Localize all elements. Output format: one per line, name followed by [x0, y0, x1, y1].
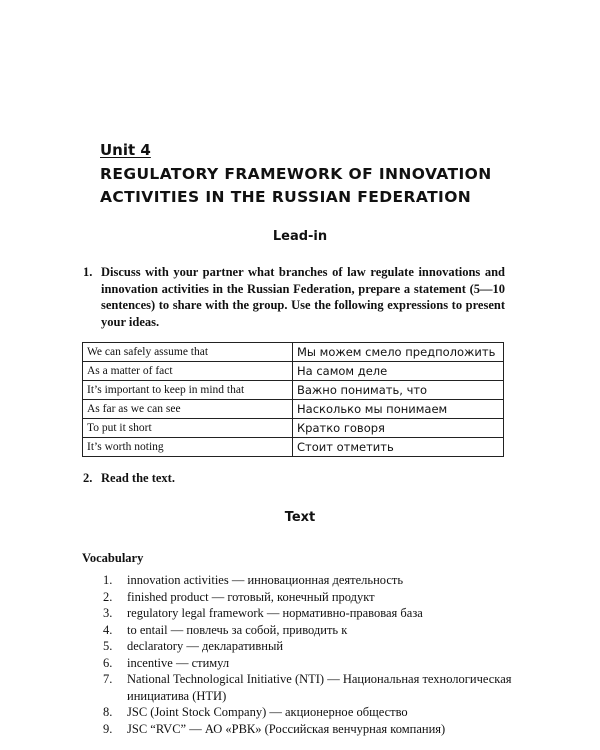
expression-en: We can safely assume that [83, 343, 293, 362]
vocab-number: 8. [103, 705, 113, 719]
vocabulary-list [100, 572, 540, 737]
task-1-text: Discuss with your partner what branches of law regulate innovations and innovation activities in the Russian Federation, prepare a statement (5—10 sentences) to share with the group. Use the following expressions to present your ideas. [101, 265, 505, 329]
vocab-entry: National Technological Initiative (NTI) — Национальная технологическая инициатива (НТИ) [127, 672, 512, 703]
expression-ru: Кратко говоря [293, 419, 504, 438]
vocab-entry: regulatory legal framework — нормативно-правовая база [127, 606, 423, 620]
vocab-number: 5. [103, 639, 113, 653]
task-2-text: Read the text. [101, 471, 175, 485]
list-item [100, 638, 540, 655]
expression-ru: На самом деле [293, 362, 504, 381]
list-item [100, 655, 540, 672]
vocab-number: 7. [103, 672, 113, 686]
table-row [83, 362, 504, 381]
vocab-number: 6. [103, 655, 113, 670]
list-item [100, 605, 540, 622]
unit-title: REGULATORY FRAMEWORK OF INNOVATION ACTIVITIES IN THE RUSSIAN FEDERATION [100, 165, 492, 206]
task-2 [80, 470, 505, 487]
unit-label: Unit 4 [100, 141, 151, 159]
expression-ru: Насколько мы понимаем [293, 400, 504, 419]
vocab-number: 1. [103, 573, 113, 587]
expression-ru: Мы можем смело предположить [293, 343, 504, 362]
expression-en: It’s important to keep in mind that [83, 381, 293, 400]
vocab-number: 2. [103, 589, 113, 604]
table-row [83, 419, 504, 438]
vocab-number: 9. [103, 721, 113, 736]
table-row [83, 343, 504, 362]
expression-ru: Важно понимать, что [293, 381, 504, 400]
vocab-entry: JSC (Joint Stock Company) — акционерное общество [127, 705, 408, 719]
list-item [100, 721, 540, 738]
vocab-entry: finished product — готовый, конечный продукт [127, 589, 375, 604]
vocab-entry: JSC “RVC” — АО «РВК» (Российская венчурная компания) [127, 721, 446, 736]
task-1 [80, 264, 505, 330]
list-item [100, 572, 540, 589]
text-heading: Text [284, 510, 316, 525]
vocab-number: 4. [103, 622, 113, 637]
vocabulary-heading: Vocabulary [82, 551, 144, 565]
vocab-entry: to entail — повлечь за собой, приводить к [127, 622, 348, 637]
table-row [83, 400, 504, 419]
table-row [83, 438, 504, 457]
expression-en: As far as we can see [83, 400, 293, 419]
vocab-entry: incentive — стимул [127, 655, 230, 670]
list-item [100, 704, 540, 721]
expressions-table [82, 342, 504, 457]
list-item [100, 622, 540, 639]
task-2-number: 2. [83, 471, 93, 485]
vocab-entry: declaratory — декларативный [127, 639, 284, 653]
expression-en: It’s worth noting [83, 438, 293, 457]
list-item [100, 671, 540, 704]
task-1-number: 1. [83, 265, 93, 279]
list-item [100, 589, 540, 606]
table-row [83, 381, 504, 400]
expression-en: To put it short [83, 419, 293, 438]
expression-ru: Стоит отметить [293, 438, 504, 457]
expression-en: As a matter of fact [83, 362, 293, 381]
vocab-entry: innovation activities — инновационная деятельность [127, 573, 404, 587]
lead-in-heading: Lead-in [272, 229, 328, 244]
vocab-number: 3. [103, 606, 113, 620]
